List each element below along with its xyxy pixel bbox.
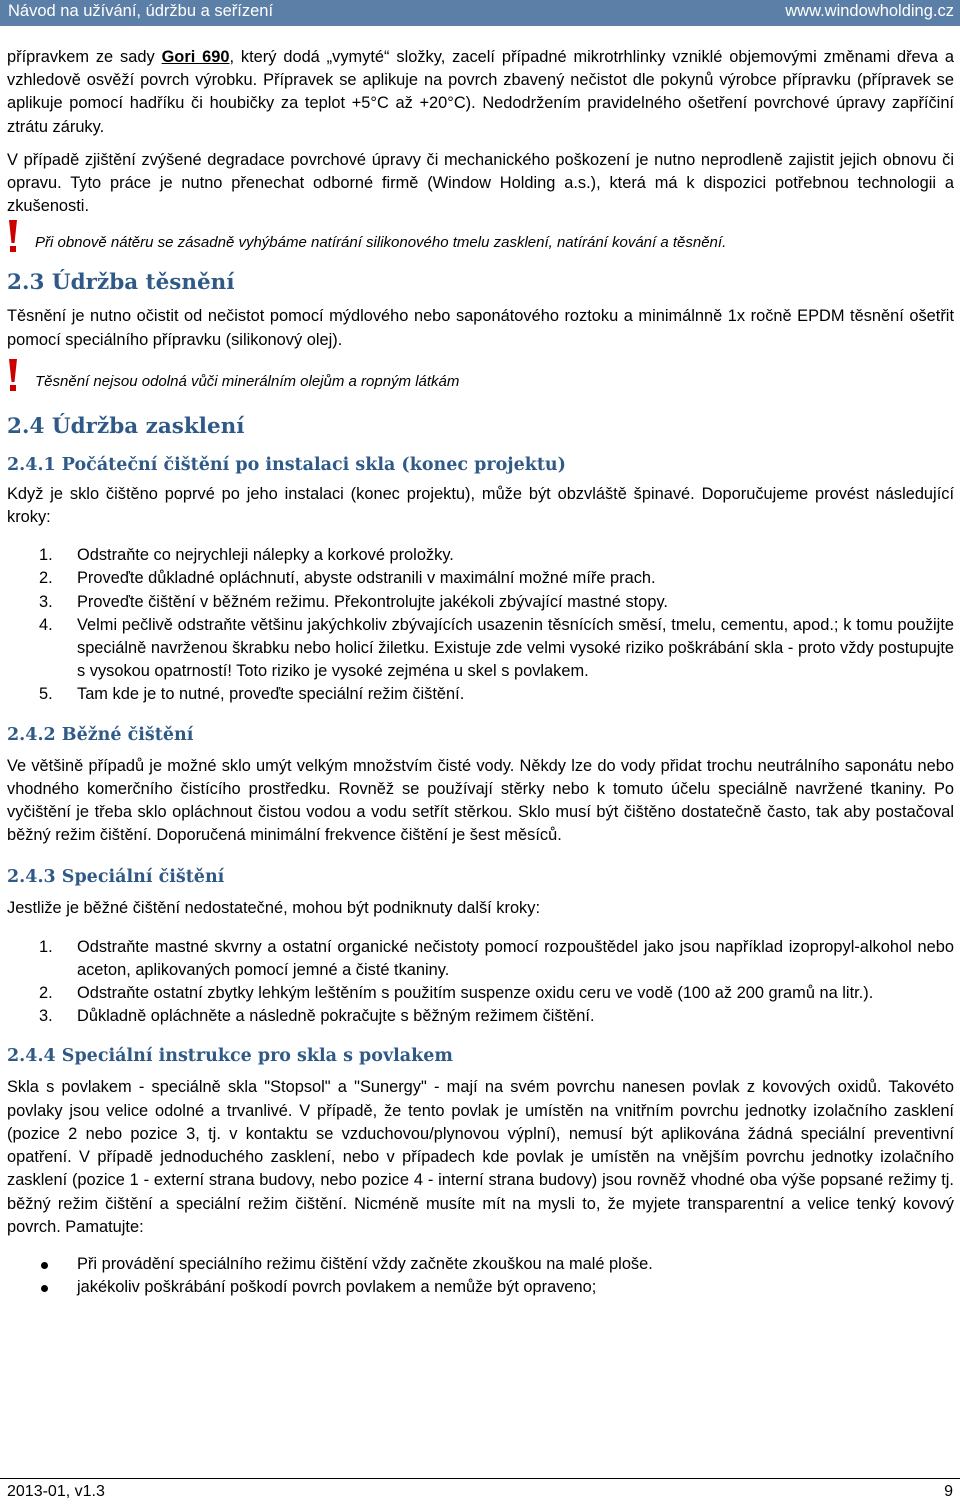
list-text: Při provádění speciálního režimu čištění vždy začněte zkouškou na malé ploše. [77,1254,653,1273]
warning-icon [0,218,26,254]
list-number: 1. [39,546,53,565]
warning-text-1: Při obnově nátěru se zásadně vyhýbáme natírání silikonového tmelu zasklení, natírání kování a těsnění. [35,234,727,252]
section-heading-2-3: 2.3 Údržba těsnění [7,270,235,296]
page-header [0,0,960,26]
list-text: Proveďte čištění v běžném režimu. Překontrolujte jakékoli zbývající mastné stopy. [77,592,668,611]
list-item [7,567,954,590]
document-title: Návod na užívání, údržbu a seřízení [8,2,274,20]
website-link[interactable]: www.windowholding.cz [785,2,954,20]
list-item [7,1005,954,1028]
intro-text-a: přípravkem ze sady [7,48,162,66]
list-text: Důkladně opláchněte a následně pokračujte s běžným režimem čištění. [77,1007,595,1026]
warning-icon [0,357,26,393]
s244-bullet-list [7,1253,954,1299]
warning-note-1 [7,232,954,254]
s244-paragraph: Skla s povlakem - speciálně skla "Stopsol" a "Sunergy" - mají na svém povrchu nanesen povlak z kovových oxidů. Takovéto povlaky jsou velice odolné a trvanlivé. V případě, že tento povlak je umístěn na vnitřním povrchu jednotky izolačního zasklení (pozice 2 nebo pozice 3, tj. v kontaktu se vzduchovou/plynovou výplní), nemusí být aplikována žádná speciální preventivní opatření. V případě jednoduchého zasklení, nebo v případech kde povlak je umístěn na vnějším povrchu jednotky izolačního zasklení (pozice 1 - externí strana budovy, nebo pozice 4 - interní strana budovy) jsou rovněž vhodné oba výše popsané režimy tj. běžný režim čištění a speciální režim čištění. Nicméně musíte mít na mysli to, že myjete transparentní a velice tenký kovový povrch. Pamatujte: [7,1078,954,1236]
product-link[interactable]: Gori 690 [161,48,230,66]
list-item [7,544,954,567]
list-item [7,683,954,706]
s241-steps-list [7,544,954,706]
footer-divider [0,1478,960,1479]
document-version: 2013-01, v1.3 [7,1483,105,1500]
list-item [7,591,954,614]
list-number: 4. [39,615,53,634]
page-number: 9 [944,1483,953,1500]
warning-note-2 [7,371,954,393]
s242-paragraph: Ve většině případů je možné sklo umýt velkým množstvím čisté vody. Někdy lze do vody přidat trochu neutrálního saponátu nebo vhodného komerčního čistícího prostředku. Rovněž se používají stěrky nebo k tomuto účelu speciálně navržené tkaniny. Po vyčištění je třeba sklo opláchnout čistou vodou a vodu setřít stěrkou. Sklo musí být čištěno dostatečně často, tak aby postačoval běžný režim čištění. Doporučená minimální frekvence čištění je šest měsíců. [7,756,954,845]
list-number: 3. [39,592,53,611]
list-item [7,614,954,684]
s241-paragraph: Když je sklo čištěno poprvé po jeho instalaci (konec projektu), může být obzvláště špinavé. Doporučujeme provést následující kroky: [7,484,954,527]
section-heading-2-4-4: 2.4.4 Speciální instrukce pro skla s povlakem [7,1046,453,1067]
list-text: Tam kde je to nutné, proveďte speciální režim čištění. [77,685,465,704]
list-text: Odstraňte mastné skvrny a ostatní organické nečistoty pomocí rozpouštědel jako jsou například izopropyl-alkohol nebo aceton, aplikovaných pomocí jemné a čisté tkaniny. [77,937,954,979]
section-heading-2-4-2: 2.4.2 Běžné čištění [7,724,194,745]
list-item [7,1253,954,1276]
list-item [7,936,954,982]
s243-steps-list [7,936,954,1029]
list-item [7,1276,954,1299]
bullet-icon [41,1285,48,1292]
s23-paragraph: Těsnění je nutno očistit od nečistot pomocí mýdlového nebo saponátového roztoku a minimálnně 1x ročně EPDM těsnění ošetřit pomocí speciálního přípravku (silikonový olej). [7,307,954,349]
section-heading-2-4-1: 2.4.1 Počáteční čištění po instalaci skla (konec projektu) [7,454,566,475]
list-number: 5. [39,685,53,704]
list-text: Odstraňte ostatní zbytky lehkým leštěním s použitím suspenze oxidu ceru ve vodě (100 až 200 gramů na litr.). [77,984,874,1003]
list-text: Proveďte důkladné opláchnutí, abyste odstranili v maximální možné míře prach. [77,569,656,588]
page-content [7,46,954,1299]
list-number: 1. [39,937,53,956]
section-heading-2-4: 2.4 Údržba zasklení [7,413,245,439]
s243-paragraph: Jestliže je běžné čištění nedostatečné, mohou být podniknuty další kroky: [7,899,540,918]
list-number: 2. [39,569,53,588]
warning-text-2: Těsnění nejsou odolná vůči minerálním olejům a ropným látkám [35,372,460,390]
list-number: 2. [39,984,53,1003]
intro-paragraph-1 [7,46,954,139]
bullet-icon [41,1262,48,1269]
list-item [7,982,954,1005]
list-text: jakékoliv poškrábání poškodí povrch povlakem a nemůže být opraveno; [77,1278,597,1297]
list-number: 3. [39,1007,53,1026]
list-text: Odstraňte co nejrychleji nálepky a korkové proložky. [77,546,454,565]
list-text: Velmi pečlivě odstraňte většinu jakýchkoliv zbývajících usazenin těsnících směsí, tmelu, cementu, apod.; k tomu použijte speciálně navrženou škrabku nebo holicí žiletku. Existuje zde velmi vysoké riziko poškrábání skla - proto vždy postupujte s vysokou opatrností! Toto riziko je vysoké zejména u skel s povlakem. [77,615,954,681]
intro-text-b: , který dodá „vymyté“ složky, zacelí případné mikrotrhlinky vzniklé objemovými změnami dřeva a vzhledově osvěží povrch výrobku. Přípravek se aplikuje na povrch zbavený nečistot dle pokynů výrobce přípravku (přípravek se aplikuje pomocí hadříku či houbičky za teplot +5°C až +20°C). Nedodržením pravidelného ošetření povrchové úpravy zapříčiní ztrátu záruky. [7,48,954,136]
intro-paragraph-2: V případě zjištění zvýšené degradace povrchové úpravy či mechanického poškození je nutno neprodleně zajistit jejich obnovu či opravu. Tyto práce je nutno přenechat odborné firmě (Window Holding a.s.), která má k dispozici potřebnou technologii a zkušenosti. [7,150,954,216]
section-heading-2-4-3: 2.4.3 Speciální čištění [7,867,225,888]
